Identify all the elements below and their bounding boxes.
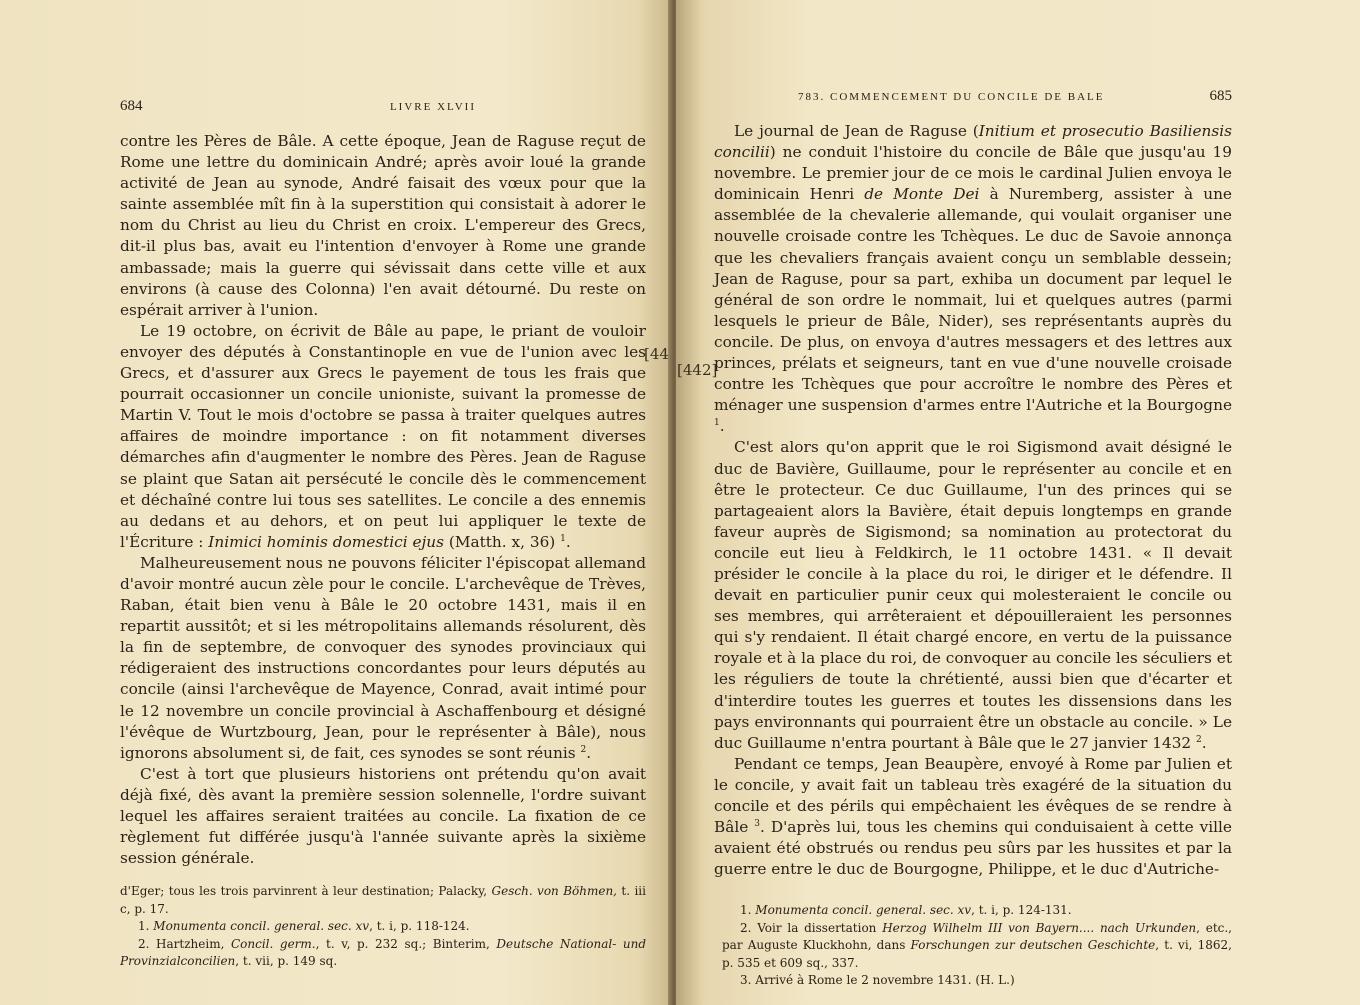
paragraph-text: Le journal de Jean de Raguse ( [734,122,979,140]
footnote-text: , t. v, p. 232 sq.; Binterim, [315,936,490,951]
page-number: 685 [1209,88,1232,104]
footnote-number: 1. [740,903,752,918]
footnote-title: Monumenta concil. general. sec. xv [153,919,370,934]
footnote-title: Monumenta concil. general. sec. xv [755,903,972,918]
paragraph: contre les Pères de Bâle. A cette époque, Jean de Raguse reçut de Rome une lettre du dominicain André; après avoir loué la grande activité de Jean au synode, André faisait des vœux pour que la sainte assemblée mît fin à la superstition qui consistait à adorer le nom du Christ au lieu du Christ en croix. L'empereur des Grecs, dit-il plus bas, avait eu l'intention d'envoyer à Rome une grande ambassade; mais la guerre qui sévissait dans cette ville et aux environs (à cause des Colonna) l'en avait détourné. Du reste on espérait arriver à l'union. [120,132,646,319]
footnote-number: 1. [138,919,150,934]
page-number: 684 [120,98,143,114]
footnote-text: , etc., par Auguste Kluckhohn, dans [722,920,1232,953]
running-head-left [120,98,646,115]
paragraph-text: Le 19 octobre, on écrivit de Bâle au pape, le priant de vouloir envoyer des députés à Constantinople en vue de l'union avec les Grecs, et d'assurer aux Grecs le payement de tous les frais que pourrait occasionner un concile unioniste, suivant la promesse de Martin V. Tout le mois d'octobre se passa à traiter quelques autres affaires de moindre importance : on fit notamment diverses démarches afin d'augmenter le nombre des Pères. Jean de Raguse se plaint que Satan ait persécuté le concile dès le commencement et déchaîné contre lui tous ses satellites. Le concile a des ennemis au dedans et au dehors, et on peut lui appliquer le texte de l'Écriture : [120,321,646,551]
quotation: Inimici hominis domestici ejus [208,532,444,551]
paragraph-text: Malheureusement nous ne pouvons féliciter l'épiscopat allemand d'avoir montré aucun zèle pour le concile. L'archevêque de Trèves, Raban, était bien venu à Bâle le 20 octobre 1431, mais il en repartit aussitôt; et si les métropolitains allemands résolurent, dès la fin de septembre, de convoquer des synodes provinciaux qui rédigeraient des instructions concordantes pour leurs députés au concile (ainsi l'archevêque de Mayence, Conrad, avait intimé pour le 12 novembre un concile provincial à Aschaffenbourg et désigné l'évêque de Wurtzbourg, Jean, pour le représenter à Bâle), nous ignorons absolument si, de fait, ces synodes se sont réunis [120,553,646,762]
left-page [0,0,672,1005]
citation: (Matth. x, 36) [444,532,556,551]
footnote-text: , t. vii, p. 149 sq. [235,954,338,969]
paragraph-text: à Nuremberg, assister à une assemblée de la chevalerie allemande, qui voulait organiser une nouvelle croisade contre les Tchèques. Le duc de Savoie annonça que les chevaliers français avaient conçu un semblable dessein; Jean de Raguse, pour sa part, exhiba un document par lequel le général de son ordre le nommait, lui et quelques autres (parmi lesquels le prieur de Bâle, Nider), ses représentants auprès du concile. De plus, on envoya d'autres messagers et des lettres aux princes, prélats et seigneurs, tant en vue d'une nouvelle croisade contre les Tchèques que pour accroître le nombre des Pères et ménager une suspension d'armes entre l'Autriche et la Bourgogne [714,185,1232,415]
footnotes-right [722,902,1232,990]
paragraph-text: ) ne conduit l'histoire du concile de Bâle que jusqu'au 19 novembre. Le premier jour de ce mois le cardinal Julien envoya le dominicain Henri [714,143,1232,204]
footnote [120,936,646,971]
paragraph [714,754,1232,881]
footnote-ref[interactable]: 3 [754,819,760,829]
work-title: Initium et prosecutio Basiliensis concilii [714,122,1233,162]
footnote-text: Arrivé à Rome le 2 novembre 1431. (H. L.) [755,973,1015,988]
footnote-text: , t. vi, 1862, p. 535 et 609 sq., 337. [722,938,1232,970]
paragraph: Le journal de Jean de Raguse (Initium et prosecutio Basiliensis concilii) ne conduit l'histoire du concile de Bâle que jusqu'au 19 novembre. Le premier jour de ce mois le cardinal Julien envoya le dominicain Henri de Monte Dei à Nuremberg, assister à une assemblée de la chevalerie allemande, qui voulait organiser une nouvelle croisade contre les Tchèques. Le duc de Savoie annonça que les chevaliers français avaient conçu un semblable dessein; Jean de Raguse, pour sa part, exhiba un document par lequel le général de son ordre le nommait, lui et quelques autres (parmi lesquels le prieur de Bâle, Nider), ses représentants auprès du concile. De plus, on envoya d'autres messagers et des lettres aux princes, prélats et seigneurs, tant en vue d'une nouvelle croisade contre les Tchèques que pour accroître le nombre des Pères et ménager une suspension d'armes entre l'Autriche et la Bourgogne $^1$. [714,122,1233,436]
footnote-ref[interactable]: 2 [580,744,587,755]
footnote-ref[interactable]: 2 [1196,734,1202,745]
paragraph: C'est alors qu'on apprit que le roi Sigismond avait désigné le duc de Bavière, Guillaume, pour le représenter au concile et en être le protecteur. Ce duc Guillaume, l'un des princes qui se partageaient alors la Bavière, était depuis longtemps en grande faveur auprès de Sigismond; sa nomination au protectorat du concile eut lieu à Feldkirch, le 11 octobre 1431. « Il devait présider le concile à la place du roi, le diriger et le défendre. Il devait en particulier punir ceux qui molesteraient le concile ou ses membres, qui arrêteraient et dépouilleraient les personnes qui s'y rendaient. Il était chargé encore, en vertu de la puissance royale et à la place du roi, de convoquer au concile les séculiers et les réguliers de toute la chrétienté, aussi bien que d'écarter et d'interdire toutes les guerres et toutes les dissensions dans les pays environnants qui pourraient être un obstacle au concile. » Le duc Guillaume n'entra pourtant à Bâle que le 27 janvier 1432 $^2$. [714,438,1232,752]
paragraph-text: Pendant ce temps, Jean Beaupère, envoyé à Rome par Julien et le concile, y avait fait un tableau très exagéré de la situation du concile et des périls qui empêchaient les évêques de se rendre à Bâle [714,754,1232,837]
name-italic: de Monte Dei [864,185,980,204]
paragraph-text: . D'après lui, tous les chemins qui conduisaient à cette ville avaient été obstrués ou rendus peu sûrs par les hussites et par la guerre entre le duc de Bourgogne, Philippe, et le duc d'Autriche- [714,818,1232,879]
running-title: LIVRE XLVII [389,101,476,113]
footnote-number: 3. [740,973,752,988]
margin-reference-right: [442] [677,361,718,379]
right-page [676,0,1360,1005]
paragraph: Le 19 octobre, on écrivit de Bâle au pape, le priant de vouloir envoyer des députés à Constantinople en vue de l'union avec les Grecs, et d'assurer aux Grecs le payement de tous les frais que pourrait occasionner un concile unioniste, suivant la promesse de Martin V. Tout le mois d'octobre se passa à traiter quelques autres affaires de moindre importance : on fit notamment diverses démarches afin d'augmenter le nombre des Pères. Jean de Raguse se plaint que Satan ait persécuté le concile dès le commencement et déchaîné contre lui tous ses satellites. Le concile a des ennemis au dedans et au dehors, et on peut lui appliquer le texte de l'Écriture : Inimici hominis domestici ejus (Matth. x, 36) $^1$. [120,321,646,551]
footnote-text: Voir la dissertation [757,920,877,935]
paragraph: Malheureusement nous ne pouvons féliciter l'épiscopat allemand d'avoir montré aucun zèle pour le concile. L'archevêque de Trèves, Raban, était bien venu à Bâle le 20 octobre 1431, mais il en repartit aussitôt; et si les métropolitains allemands résolurent, dès la fin de septembre, de convoquer des synodes provinciaux qui rédigeraient des instructions concordantes pour leurs députés au concile (ainsi l'archevêque de Mayence, Conrad, avait intimé pour le 12 novembre un concile provincial à Aschaffenbourg et désigné l'évêque de Wurtzbourg, Jean, pour le représenter à Bâle), nous ignorons absolument si, de fait, ces synodes se sont réunis $^2$. [120,553,646,762]
margin-reference-left: [44 [644,345,669,363]
footnote [722,902,1232,920]
paragraph: C'est à tort que plusieurs historiens ont prétendu qu'on avait déjà fixé, dès avant la première session solennelle, l'ordre suivant lequel les affaires seraient traitées au concile. La fixation de ce règlement fut différée jusqu'à l'année suivante après la sixième session générale. [120,764,646,868]
footnote-number: 2. [740,920,752,935]
footnote [722,920,1232,973]
footnote-text: , t. i, p. 118-124. [369,919,470,934]
footnote-title: Concil. germ. [230,936,316,951]
footnote-title: Gesch. von Böhmen, [491,884,617,899]
running-head-right [798,88,1232,105]
footnote-ref[interactable]: 1 [560,533,566,544]
footnote-text: Hartzheim, [156,936,225,951]
footnote [120,883,646,918]
body-text-right [714,121,1232,880]
footnote [120,918,646,936]
footnote-title: Forschungen zur deutschen Geschichte [910,938,1156,953]
footnote-title: Herzog Wilhelm III von Bayern.... nach Urkunden [882,920,1197,935]
footnote-ref[interactable]: 1 [714,418,720,429]
footnote-text: , t. i, p. 124-131. [971,903,1072,918]
body-text-left [120,131,646,869]
running-title: 783. COMMENCEMENT DU CONCILE DE BALE [798,91,1105,103]
footnote-number: 2. [138,936,150,951]
footnote-text: d'Eger; tous les trois parvinrent à leur destination; Palacky, [120,884,488,899]
footnote [722,972,1232,990]
footnotes-left [120,883,646,971]
paragraph-text: C'est alors qu'on apprit que le roi Sigismond avait désigné le duc de Bavière, Guillaume, pour le représenter au concile et en être le protecteur. Ce duc Guillaume, l'un des princes qui se partageaient alors la Bavière, était depuis longtemps en grande faveur auprès de Sigismond; sa nomination au protectorat du concile eut lieu à Feldkirch, le 11 octobre 1431. « Il devait présider le concile à la place du roi, le diriger et le défendre. Il devait en particulier punir ceux qui molesteraient le concile ou ses membres, qui arrêteraient et dépouilleraient les personnes qui s'y rendaient. Il était chargé encore, en vertu de la puissance royale et à la place du roi, de convoquer au concile les séculiers et les réguliers de toute la chrétienté, aussi bien que d'écarter et d'interdire toutes les guerres et toutes les dissensions dans les pays environnants qui pourraient être un obstacle au concile. » Le duc Guillaume n'entra pourtant à Bâle que le 27 janvier 1432 [714,438,1232,752]
footnote-title: Deutsche National- und Provinzialconcilien [120,936,646,969]
footnote-text: t. iii c, p. 17. [120,884,646,916]
